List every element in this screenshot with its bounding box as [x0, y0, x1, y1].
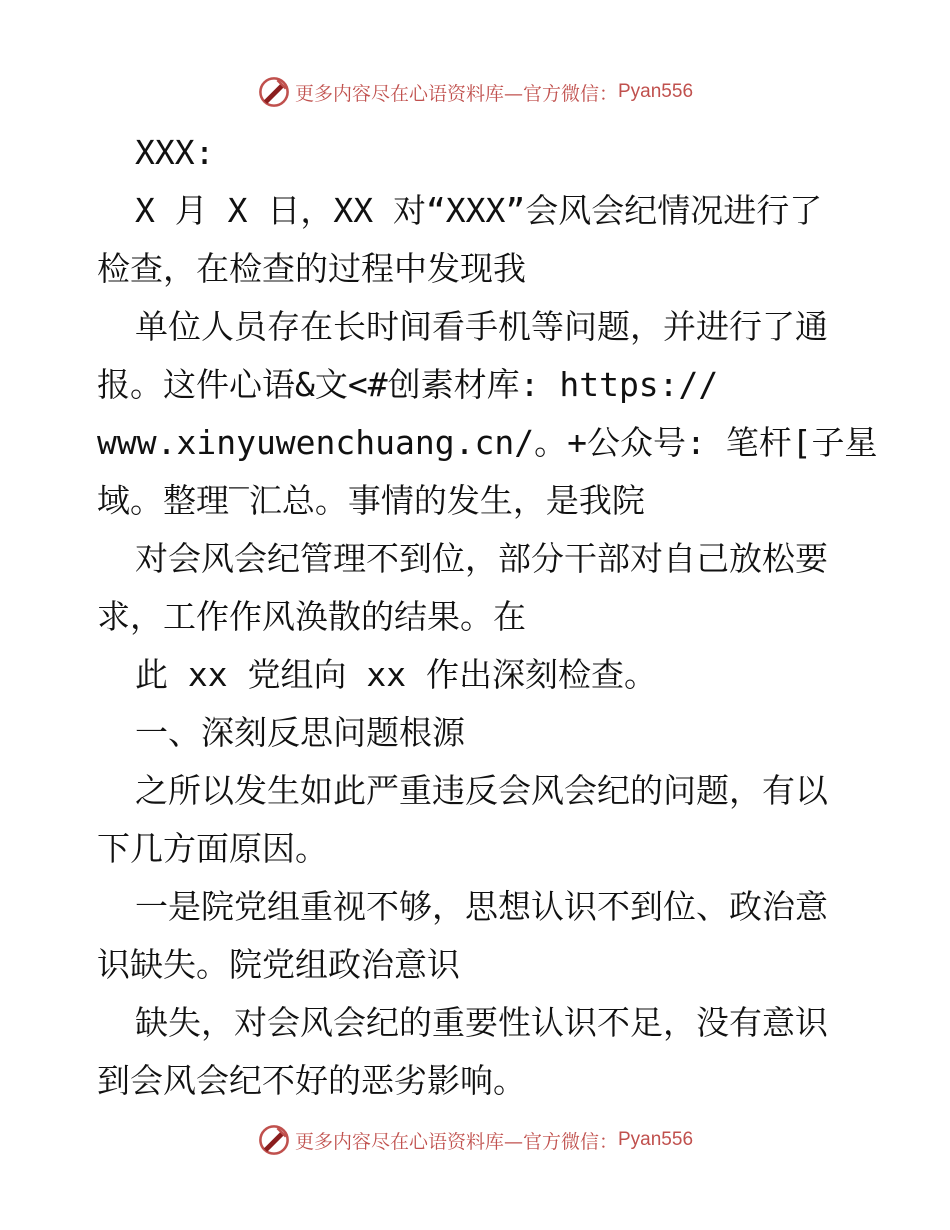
paragraph-line: 识缺失。院党组政治意识 [97, 945, 460, 984]
paragraph-line: 报。这件心语&文<#创素材库: https:// [97, 365, 719, 404]
paragraph-line: 域。整理‾汇总。事情的发生，是我院 [97, 481, 645, 520]
banner-text: 更多内容尽在心语资料库—官方微信： [294, 1130, 618, 1153]
footer-watermark-banner [0, 1120, 950, 1160]
paragraph-line: 缺失，对会风会纪的重要性认识不足，没有意识 [135, 1003, 828, 1042]
wechat-id: Pyan556 [618, 1129, 694, 1150]
paragraph-line: 求，工作作风涣散的结果。在 [97, 597, 526, 636]
paragraph-line: 此 xx 党组向 xx 作出深刻检查。 [135, 655, 657, 694]
paragraph-line: 一是院党组重视不够，思想认识不到位、政治意 [135, 887, 828, 926]
header-watermark-banner [0, 72, 950, 112]
paragraph-line: 下几方面原因。 [97, 829, 328, 868]
quill-logo-icon [257, 75, 291, 109]
document-body [97, 124, 878, 1110]
paragraph-line: 对会风会纪管理不到位，部分干部对自己放松要 [135, 539, 828, 578]
paragraph-line: www.xinyuwenchuang.cn/。+公众号: 笔杆[子星 [97, 423, 878, 462]
quill-logo-icon [257, 1123, 291, 1157]
paragraph-line: 到会风会纪不好的恶劣影响。 [97, 1061, 526, 1100]
section-heading: 一、深刻反思问题根源 [135, 713, 465, 752]
paragraph-line: X 月 X 日，XX 对“XXX”会风会纪情况进行了 [135, 191, 823, 230]
wechat-id: Pyan556 [618, 81, 694, 102]
paragraph-line: 单位人员存在长时间看手机等问题，并进行了通 [135, 307, 828, 346]
paragraph-line: 检查，在检查的过程中发现我 [97, 249, 526, 288]
salutation: XXX: [135, 133, 215, 172]
banner-text: 更多内容尽在心语资料库—官方微信： [294, 82, 618, 105]
paragraph-line: 之所以发生如此严重违反会风会纪的问题，有以 [135, 771, 828, 810]
